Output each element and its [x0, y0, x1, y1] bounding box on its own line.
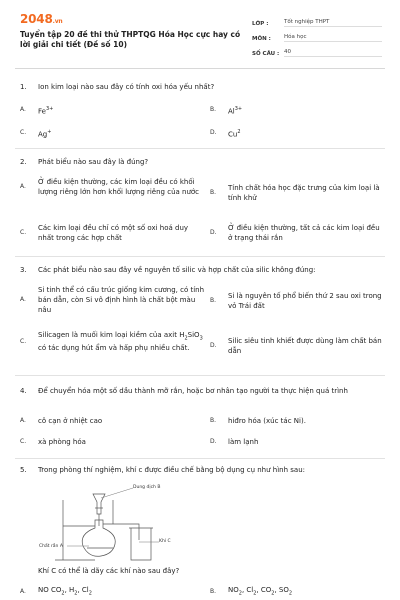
question-stem [20, 465, 385, 475]
option-letter: A. [20, 106, 26, 114]
option-d[interactable] [210, 437, 385, 447]
option-letter: D. [210, 129, 217, 137]
question-number: 4. [20, 387, 27, 395]
option-letter: B. [210, 106, 217, 114]
meta-key: SỐ CÂU : [252, 51, 280, 57]
document-title: Tuyển tập 20 đề thi thử THPTQG Hóa Học cực hay có lời giải chi tiết (Đề số 10) [20, 30, 241, 49]
question-stem [20, 157, 385, 167]
delivery-tube [103, 500, 139, 540]
option-c[interactable] [20, 330, 205, 353]
option-c[interactable] [20, 437, 195, 447]
option-letter: D. [210, 229, 217, 236]
meta-key: MÔN : [252, 36, 271, 42]
option-letter: C. [20, 229, 27, 236]
question-2 [20, 157, 385, 242]
question-4 [20, 386, 385, 446]
option-a[interactable] [20, 585, 195, 598]
option-letter: C. [20, 129, 27, 137]
option-text: Các kim loại đều chỉ có một số oxi hoá duy nhất trong các hợp chất [38, 224, 189, 242]
option-letter: B. [210, 417, 217, 424]
option-text: làm lạnh [228, 438, 259, 446]
label-gas-c: Khí C [159, 539, 171, 544]
option-d[interactable] [210, 336, 385, 356]
retort-stand [55, 500, 95, 560]
header-divider [15, 68, 385, 69]
option-a[interactable] [20, 177, 205, 197]
exam-meta [252, 14, 382, 59]
option-text: $NO_2$, $Cl_2$, $CO_2$, $SO_2$ [228, 586, 293, 597]
question-divider [15, 458, 385, 459]
logo-suffix: .vn [52, 18, 63, 25]
option-d[interactable] [210, 223, 385, 243]
gas-jar [129, 528, 153, 560]
option-text: Silicagen là muối kim loại kiềm của axit $H_2SiO_3$ có tác dụng hút ẩm và hấp phụ nhiều chất. [38, 331, 203, 353]
option-letter: A. [20, 587, 26, 595]
option-letter: B. [210, 587, 217, 595]
option-text: $Al^{3+}$ [228, 106, 243, 116]
option-text: Ở điều kiện thường, tất cả các kim loại đều ở trạng thái rắn [228, 224, 380, 242]
meta-value: Hóa học [284, 34, 382, 42]
option-letter: A. [20, 183, 26, 190]
option-c[interactable] [20, 223, 205, 243]
meta-value: Tốt nghiệp THPT [284, 19, 382, 27]
option-text: Si tinh thể có cấu trúc giống kim cương, có tính bán dẫn, còn Si vô định hình là chất bột màu nâu [38, 286, 205, 314]
option-a[interactable] [20, 416, 195, 426]
lab-apparatus-diagram [35, 480, 195, 562]
option-text: hiđro hóa (xúc tác Ni). [228, 417, 306, 425]
option-letter: D. [210, 438, 217, 445]
option-text: xà phòng hóa [38, 438, 86, 446]
question-3 [20, 265, 385, 355]
question-number: 2. [20, 158, 27, 166]
label-solid-a: Chất rắn A [39, 544, 63, 549]
option-letter: C. [20, 337, 27, 345]
meta-key: LỚP : [252, 21, 269, 27]
question-text: Phát biểu nào sau đây là đúng? [38, 158, 149, 166]
option-text: Cu$^2$ [228, 129, 241, 139]
option-text: cô cạn ở nhiệt cao [38, 417, 103, 425]
option-letter: D. [210, 342, 217, 349]
question-number: 3. [20, 266, 27, 274]
option-letter: B. [210, 189, 217, 196]
option-d[interactable] [210, 127, 385, 139]
meta-value: 40 [284, 49, 382, 57]
option-letter: A. [20, 296, 26, 303]
question-5-subquestion [20, 566, 385, 597]
option-b[interactable] [210, 416, 385, 426]
question-text: Trong phòng thí nghiệm, khí c được điều chế bằng bộ dụng cụ như hình sau: [38, 466, 305, 474]
question-5 [20, 465, 385, 475]
question-stem [20, 386, 385, 396]
option-b[interactable] [210, 291, 385, 311]
question-stem [20, 82, 385, 92]
subquestion-stem [20, 566, 385, 576]
option-text: Si là nguyên tố phổ biến thứ 2 sau oxi trong vỏ Trái đất [228, 292, 382, 310]
question-number: 5. [20, 466, 27, 474]
option-text: NO $CO_2$, $H_2$, $Cl_2$ [38, 586, 92, 597]
logo-main: 2048 [20, 12, 53, 26]
question-divider [15, 256, 385, 257]
option-letter: C. [20, 438, 27, 445]
question-stem [20, 265, 385, 275]
question-text: Các phát biểu nào sau đây về nguyên tố silic và hợp chất của silic không đúng: [38, 266, 316, 274]
label-solution-b: Dung dịch B [133, 485, 161, 490]
option-letter: A. [20, 417, 26, 424]
meta-row-subject [252, 29, 382, 44]
question-divider [15, 148, 385, 149]
option-a[interactable] [20, 285, 205, 315]
question-number: 1. [20, 83, 27, 91]
question-1 [20, 82, 385, 139]
option-a[interactable] [20, 104, 195, 116]
option-text: Tính chất hóa học đặc trưng của kim loại là tính khử [228, 184, 380, 202]
option-b[interactable] [210, 104, 385, 116]
question-divider [15, 375, 385, 376]
option-text: $Fe^{3+}$ [38, 106, 54, 116]
option-text: Ag+ [38, 129, 52, 139]
question-text: Để chuyển hóa một số dầu thành mỡ rắn, hoặc bơ nhân tạo người ta thực hiện quá trình [38, 387, 348, 395]
meta-row-class [252, 14, 382, 29]
site-logo[interactable] [20, 12, 62, 26]
option-letter: B. [210, 297, 217, 304]
option-b[interactable] [210, 585, 385, 598]
option-text: Ở điều kiện thường, các kim loại đều có khối lượng riêng lớn hơn khối lượng riêng của nước [38, 178, 200, 196]
question-text: Ion kim loại nào sau đây có tính oxi hóa yếu nhất? [38, 83, 215, 91]
subquestion-text: Khí C có thể là dãy các khí nào sau đây? [38, 567, 180, 575]
option-c[interactable] [20, 127, 195, 139]
meta-row-count [252, 44, 382, 59]
option-b[interactable] [210, 183, 385, 203]
option-text: Silic siêu tinh khiết được dùng làm chất bán dẫn [228, 337, 382, 355]
